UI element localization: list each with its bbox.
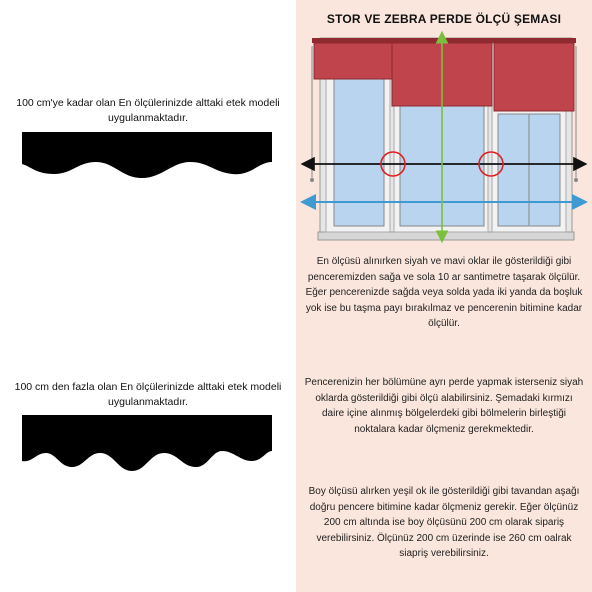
height-instructions: Boy ölçüsü alırken yeşil ok ile gösterildiği gibi tavandan aşağı doğru pencere bitimine kadar ölçmeniz gerekir. Eğer ölçünüz 200 cm altında ise boy ölçüsünü 200 cm olarak sipariş verebilirsiniz. Ölçünüz 200 cm üzerinde ise 260 cm oalrak siapriş verebilirsiniz. [308,486,580,559]
small-width-caption: 100 cm'ye kadar olan En ölçülerinizde alttaki etek modeli uygulanmaktadır. [16,97,280,124]
measurement-guide-panel [296,0,592,592]
guide-title: STOR VE ZEBRA PERDE ÖLÇÜ ŞEMASI [326,12,562,26]
large-width-caption: 100 cm den fazla olan En ölçülerinizde alttaki etek modeli uygulanmaktadır. [14,381,282,408]
width-instructions: En ölçüsü alınırken siyah ve mavi oklar ile gösterildiği gibi penceremizden sağa ve sola 10 ar santimetre taşarak ölçülür. Eğer pencerenizde sağda veya solda yada iki yanda da boşluk yok ise bu taşma payı bırakılmaz ve pencerenin bitimine kadar ölçülür. [305,256,583,329]
section-instructions: Pencerenizin her bölümüne ayrı perde yapmak isterseniz siyah oklarda gösterildiği gibi ölçü alabilirsiniz. Şemadaki kırmızı daire içine alınmış bölgelerdeki gibi bölmelerin birleştiği noktalara kadar ölçmeniz gerekmektedir. [304,377,584,435]
window-measurement-diagram [296,28,592,248]
window-sill [318,232,574,240]
large-width-valance-shape [22,415,272,485]
small-width-valance-shape [22,132,272,192]
